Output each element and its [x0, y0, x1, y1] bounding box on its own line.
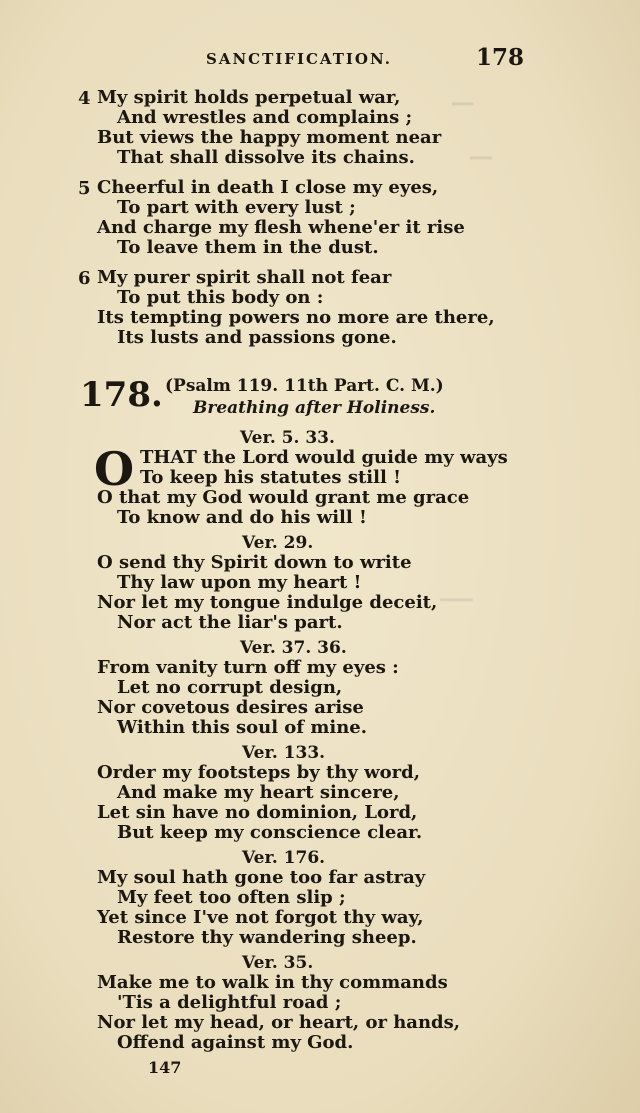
hymn-number: 178.	[80, 375, 163, 415]
verse-line: To leave them in the dust.	[117, 237, 379, 258]
verse-reference: Ver. 5. 33.	[240, 428, 335, 448]
verse-line: Cheerful in death I close my eyes,	[97, 177, 439, 198]
verse-line: My soul hath gone too far astray	[97, 867, 426, 888]
verse-line: O that my God would grant me grace	[97, 487, 470, 508]
verse-line: Within this soul of mine.	[117, 717, 368, 738]
verse-reference: Ver. 133.	[242, 743, 326, 763]
drop-cap: O	[94, 442, 135, 496]
verse-line: Offend against my God.	[117, 1032, 354, 1053]
verse-line: Its lusts and passions gone.	[117, 327, 397, 348]
stanza-number: 6	[78, 268, 91, 289]
page-number: 178	[476, 44, 525, 71]
verse-line: Yet since I've not forgot thy way,	[97, 907, 424, 928]
verse-reference: Ver. 35.	[242, 953, 314, 973]
hymn-subtitle: Breathing after Holiness.	[193, 398, 436, 418]
verse-line: Its tempting powers no more are there,	[97, 307, 495, 328]
verse-reference: Ver. 37. 36.	[240, 638, 347, 658]
signature-mark: 147	[148, 1058, 182, 1077]
verse-line: But keep my conscience clear.	[117, 822, 423, 843]
verse-line: 'Tis a delightful road ;	[117, 992, 342, 1013]
verse-line: But views the happy moment near	[97, 127, 442, 148]
verse-line: Nor covetous desires arise	[97, 697, 364, 718]
show-through-decoration: ━━━	[440, 590, 473, 611]
stanza-number: 5	[78, 178, 91, 199]
verse-line: To know and do his will !	[117, 507, 367, 528]
verse-line: Order my footsteps by thy word,	[97, 762, 420, 783]
verse-line: And make my heart sincere,	[117, 782, 400, 803]
verse-reference: Ver. 176.	[242, 848, 326, 868]
verse-line: My feet too often slip ;	[117, 887, 346, 908]
hymn-meta: (Psalm 119. 11th Part. C. M.)	[165, 376, 444, 396]
verse-line: Thy law upon my heart !	[117, 572, 362, 593]
show-through-decoration: ━━	[452, 94, 474, 115]
verse-line: And charge my flesh whene'er it rise	[97, 217, 465, 238]
verse-line: THAT the Lord would guide my ways	[140, 447, 508, 468]
verse-line: That shall dissolve its chains.	[117, 147, 415, 168]
verse-line: Let sin have no dominion, Lord,	[97, 802, 418, 823]
verse-line: Let no corrupt design,	[117, 677, 343, 698]
show-through-decoration: ━━	[470, 148, 492, 169]
verse-line: To keep his statutes still !	[140, 467, 401, 488]
verse-line: My purer spirit shall not fear	[97, 267, 392, 288]
verse-line: Nor let my tongue indulge deceit,	[97, 592, 438, 613]
stanza-number: 4	[78, 88, 91, 109]
verse-line: To put this body on :	[117, 287, 324, 308]
verse-line: Nor let my head, or heart, or hands,	[97, 1012, 461, 1033]
verse-line: Nor act the liar's part.	[117, 612, 343, 633]
verse-line: And wrestles and complains ;	[117, 107, 413, 128]
running-head: SANCTIFICATION.	[206, 50, 392, 68]
verse-line: My spirit holds perpetual war,	[97, 87, 401, 108]
verse-line: From vanity turn off my eyes :	[97, 657, 399, 678]
verse-line: Restore thy wandering sheep.	[117, 927, 417, 948]
verse-line: To part with every lust ;	[117, 197, 356, 218]
verse-reference: Ver. 29.	[242, 533, 314, 553]
verse-line: Make me to walk in thy commands	[97, 972, 448, 993]
verse-line: O send thy Spirit down to write	[97, 552, 412, 573]
